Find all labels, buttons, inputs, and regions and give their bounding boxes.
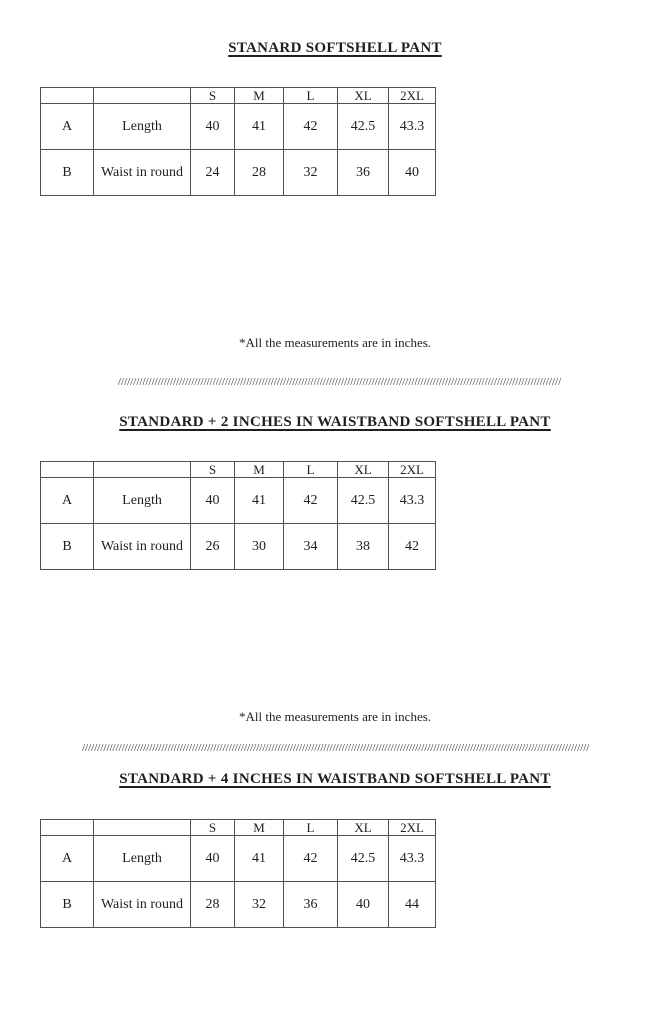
size-header: 2XL	[389, 820, 436, 836]
row-label: Waist in round	[94, 882, 191, 928]
slash-divider: //////////////////////////////////////////////////////////////////////////////////////////////////////////////////////////////////////////////////////////////////////	[82, 742, 590, 754]
row-label: Length	[94, 104, 191, 150]
measurement-value: 42.5	[338, 104, 389, 150]
table-row-waist	[41, 524, 436, 570]
measurement-value: 26	[191, 524, 235, 570]
corner-cell	[94, 462, 191, 478]
row-label: Waist in round	[94, 150, 191, 196]
measurement-value: 40	[338, 882, 389, 928]
measurement-value: 41	[235, 478, 284, 524]
row-key: B	[41, 882, 94, 928]
row-key: A	[41, 836, 94, 882]
table-row-length	[41, 836, 436, 882]
measurement-value: 40	[191, 836, 235, 882]
measurement-note: *All the measurements are in inches.	[238, 335, 432, 350]
table-row-waist	[41, 882, 436, 928]
measurement-value: 28	[191, 882, 235, 928]
corner-cell	[41, 820, 94, 836]
measurement-value: 32	[235, 882, 284, 928]
measurement-value: 43.3	[389, 836, 436, 882]
table-header-row	[41, 462, 436, 478]
corner-cell	[94, 820, 191, 836]
corner-cell	[94, 88, 191, 104]
size-table-plus-2	[40, 461, 436, 570]
measurement-note: *All the measurements are in inches.	[238, 709, 432, 724]
measurement-value: 34	[284, 524, 338, 570]
measurement-value: 30	[235, 524, 284, 570]
measurement-value: 44	[389, 882, 436, 928]
measurement-value: 38	[338, 524, 389, 570]
corner-cell	[41, 88, 94, 104]
measurement-value: 24	[191, 150, 235, 196]
size-header: XL	[338, 462, 389, 478]
measurement-value: 42	[284, 836, 338, 882]
section-title-standard: STANARD SOFTSHELL PANT	[228, 40, 442, 56]
size-table-plus-4	[40, 819, 436, 928]
measurement-value: 36	[338, 150, 389, 196]
measurement-value: 43.3	[389, 478, 436, 524]
size-header: M	[235, 462, 284, 478]
measurement-value: 42	[284, 478, 338, 524]
size-header: S	[191, 462, 235, 478]
measurement-value: 40	[191, 478, 235, 524]
size-header: XL	[338, 820, 389, 836]
size-header: XL	[338, 88, 389, 104]
measurement-value: 41	[235, 836, 284, 882]
measurement-value: 41	[235, 104, 284, 150]
size-header: L	[284, 462, 338, 478]
row-label: Length	[94, 836, 191, 882]
row-key: A	[41, 478, 94, 524]
table-header-row	[41, 820, 436, 836]
row-label: Waist in round	[94, 524, 191, 570]
size-header: M	[235, 88, 284, 104]
size-header: S	[191, 820, 235, 836]
section-title-plus-4: STANDARD + 4 INCHES IN WAISTBAND SOFTSHELL PANT	[119, 771, 551, 787]
size-table-standard	[40, 87, 436, 196]
table-row-length	[41, 478, 436, 524]
size-header: L	[284, 820, 338, 836]
measurement-value: 36	[284, 882, 338, 928]
table-header-row	[41, 88, 436, 104]
slash-divider: /////////////////////////////////////////////////////////////////////////////////////////////////////////////////////////////////////////////////	[118, 376, 562, 388]
row-key: B	[41, 150, 94, 196]
measurement-value: 42.5	[338, 836, 389, 882]
row-label: Length	[94, 478, 191, 524]
measurement-value: 42.5	[338, 478, 389, 524]
measurement-value: 42	[389, 524, 436, 570]
measurement-value: 43.3	[389, 104, 436, 150]
table-row-waist	[41, 150, 436, 196]
size-header: M	[235, 820, 284, 836]
measurement-value: 40	[191, 104, 235, 150]
table-row-length	[41, 104, 436, 150]
size-header: L	[284, 88, 338, 104]
section-title-plus-2: STANDARD + 2 INCHES IN WAISTBAND SOFTSHELL PANT	[119, 414, 551, 430]
measurement-value: 28	[235, 150, 284, 196]
size-header: 2XL	[389, 462, 436, 478]
size-header: S	[191, 88, 235, 104]
measurement-value: 32	[284, 150, 338, 196]
row-key: B	[41, 524, 94, 570]
row-key: A	[41, 104, 94, 150]
measurement-value: 40	[389, 150, 436, 196]
corner-cell	[41, 462, 94, 478]
size-header: 2XL	[389, 88, 436, 104]
measurement-value: 42	[284, 104, 338, 150]
